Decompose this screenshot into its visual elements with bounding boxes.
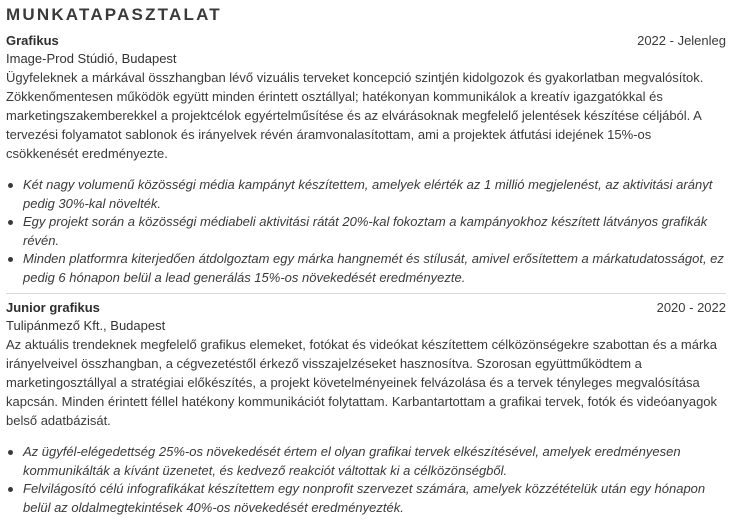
job-date: 2020 - 2022: [656, 300, 726, 315]
job-entry-grafikus: [6, 32, 726, 287]
achievement-item: Felvilágosító célú infografikákat készítettem egy nonprofit szervezet számára, amelyek közzétételük után egy hónapon belül az oldalmegtekintések 40%-os növekedését eredményezték.: [6, 480, 726, 517]
achievement-item: Két nagy volumenű közösségi média kampányt készítettem, amelyek elérték az 1 millió megjelenést, az aktivitási arányt pedig 30%-kal növelték.: [6, 176, 726, 213]
job-company: Image-Prod Stúdió, Budapest: [6, 51, 177, 66]
job-divider: [6, 293, 726, 294]
achievement-item: Minden platformra kiterjedően átdolgoztam egy márka hangnemét és stílusát, amivel erősítettem a márkatudatosságot, ez pedig 6 hónapon belül a lead generálás 15%-os növekedését eredményezte.: [6, 250, 726, 287]
job-header: [6, 32, 726, 50]
job-header: [6, 299, 726, 317]
job-entry-junior-grafikus: [6, 299, 726, 517]
job-company: Tulipánmező Kft., Budapest: [6, 318, 166, 333]
achievement-item: Az ügyfél-elégedettség 25%-os növekedését értem el olyan grafikai tervek elkészítésével, amelyek eredményesen kommunikálták a kívánt üzenetet, és kedvező reakciót váltottak ki a célközönségből.: [6, 443, 726, 480]
achievement-list: [6, 443, 726, 517]
achievement-item: Egy projekt során a közösségi médiabeli aktivitási rátát 20%-kal fokoztam a kampányokhoz készített látványos grafikák révén.: [6, 213, 726, 250]
job-title: Junior grafikus: [6, 300, 100, 315]
job-description: Ügyfeleknek a márkával összhangban lévő vizuális terveket koncepció szintjén kidolgozok és gyakorlatban megvalósítok. Zökkenőmentesen működök együtt minden érintett osztállyal; hatékonyan kommunikálok a kreatív igazgatókkal és marketingszakemberekkel a projektcélok egyértelműsítése és az elvárásoknak megfelelő jelentések készítése céljából. A tervezési folyamatot sablonok és irányelvek révén áramvonalasítottam, ami a projektek átfutási idejének 15%-os csökkenését eredményezte.: [6, 70, 704, 161]
section-title: MUNKATAPASZTALAT: [6, 5, 222, 24]
achievement-list: [6, 176, 726, 287]
job-title: Grafikus: [6, 33, 59, 48]
job-date: 2022 - Jelenleg: [637, 33, 726, 48]
job-description: Az aktuális trendeknek megfelelő grafikus elemeket, fotókat és videókat készítettem célközönségekre szabottan és a márka irányelveivel összhangban, a cégvezetéstől érkező visszajelzéseket hasznosítva. Szorosan együttműködtem a marketingosztállyal a stratégiai előkészítés, a projekt követelményeinek felvázolása és a tervek tényleges megvalósítása kapcsán. Minden érintett féllel hatékony kommunikációt folytattam. Karbantartottam a grafikai tervek, fotók és videóanyagok belső adatbázisát.: [6, 337, 718, 428]
